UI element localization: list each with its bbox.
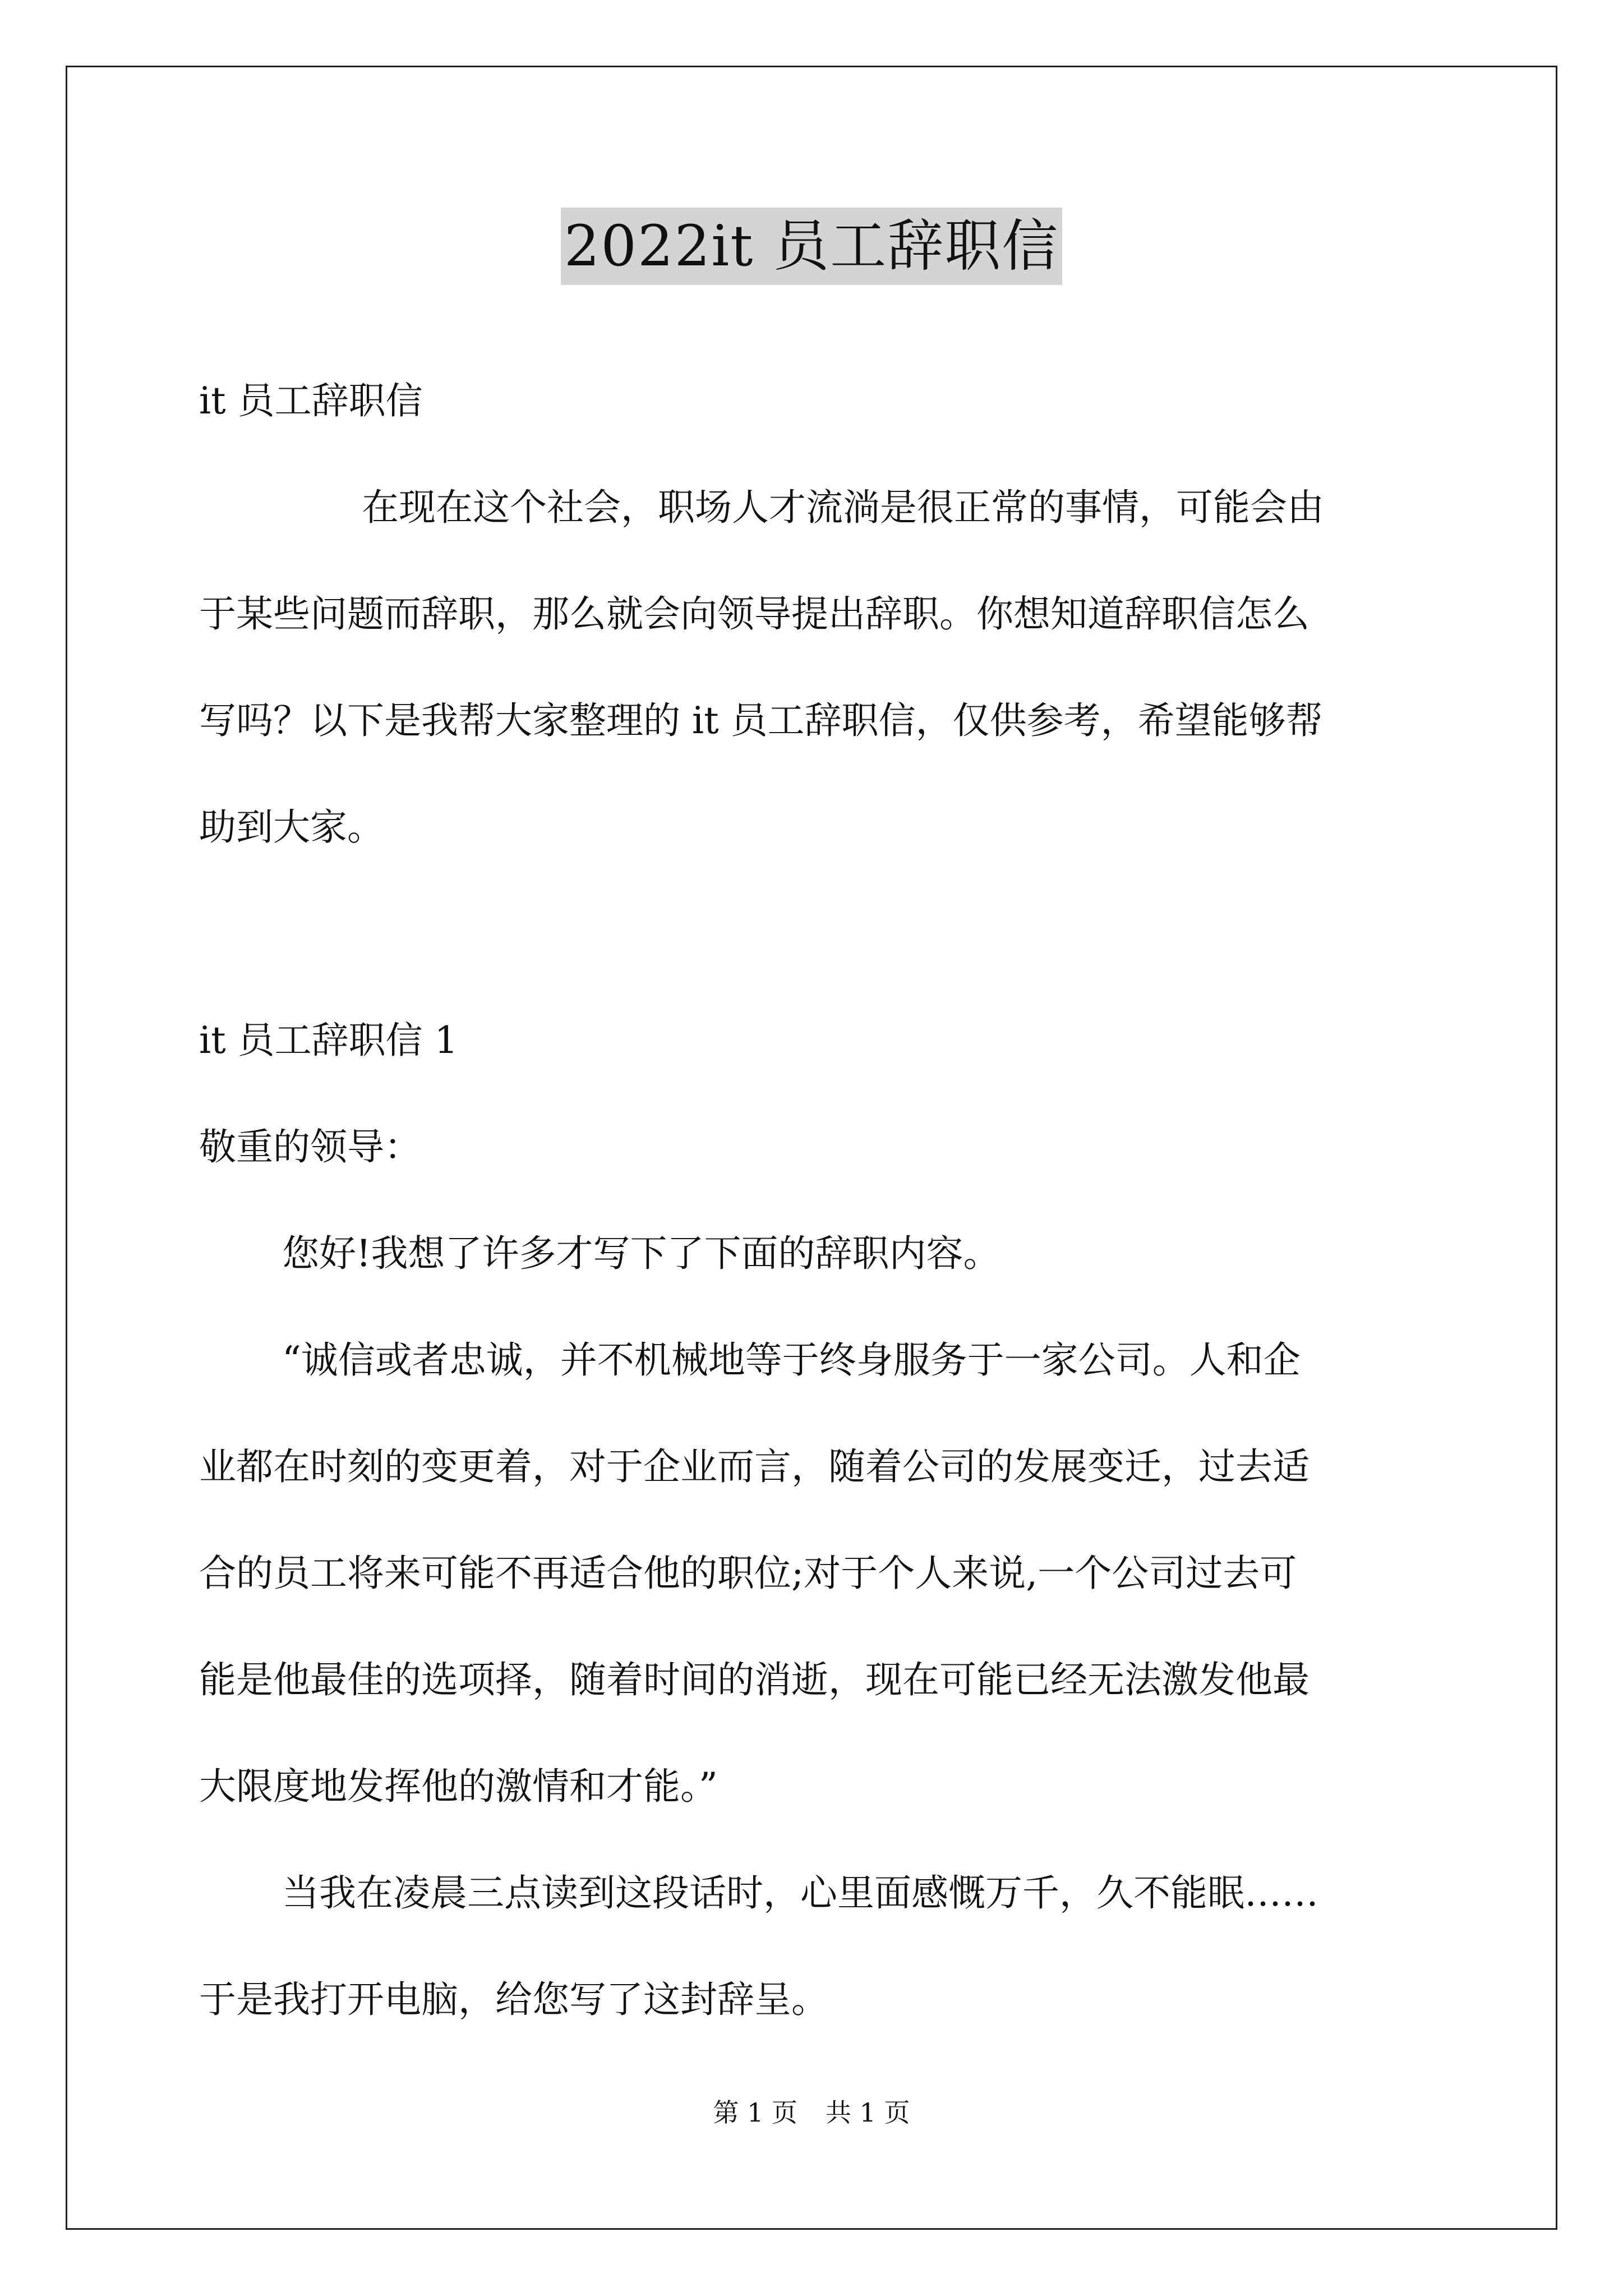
page-footer	[0, 2092, 1623, 2129]
quote-line: 合的员工将来可能不再适合他的职位;对于个人来说,一个公司过去可	[199, 1552, 1297, 1595]
body-line: 您好!我想了许多才写下了下面的辞职内容。	[282, 1232, 1000, 1275]
quote-line: 大限度地发挥他的激情和才能。”	[199, 1765, 718, 1808]
body-line: 助到大家。	[199, 806, 384, 849]
body-line: 当我在凌晨三点读到这段话时，心里面感慨万千，久不能眠……	[282, 1871, 1318, 1915]
quote-line: “诚信或者忠诚，并不机械地等于终身服务于一家公司。人和企	[282, 1338, 1301, 1382]
body-line: 在现在这个社会，职场人才流淌是很正常的事情，可能会由	[362, 486, 1324, 529]
page-total: 共 1 页	[826, 2097, 910, 2128]
quote-line: 业都在时刻的变更着，对于企业而言，随着公司的发展变迁，过去适	[199, 1445, 1310, 1488]
body-line: 于某些问题而辞职，那么就会向领导提出辞职。你想知道辞职信怎么	[199, 592, 1310, 636]
document-title: 2022it 员工辞职信	[561, 208, 1062, 285]
body-line: it 员工辞职信	[199, 379, 423, 422]
document-body	[199, 348, 1427, 2053]
body-line: 写吗？以下是我帮大家整理的 it 员工辞职信，仅供参考，希望能够帮	[199, 699, 1323, 742]
title-container	[0, 208, 1623, 285]
body-line: 于是我打开电脑，给您写了这封辞呈。	[199, 1978, 828, 2021]
salutation: 敬重的领导：	[199, 1125, 421, 1168]
page-number: 第 1 页	[713, 2097, 797, 2128]
quote-line: 能是他最佳的选项择，随着时间的消逝，现在可能已经无法激发他最	[199, 1658, 1310, 1701]
section-heading: it 员工辞职信 1	[199, 1019, 458, 1062]
blank-line	[199, 881, 1427, 987]
